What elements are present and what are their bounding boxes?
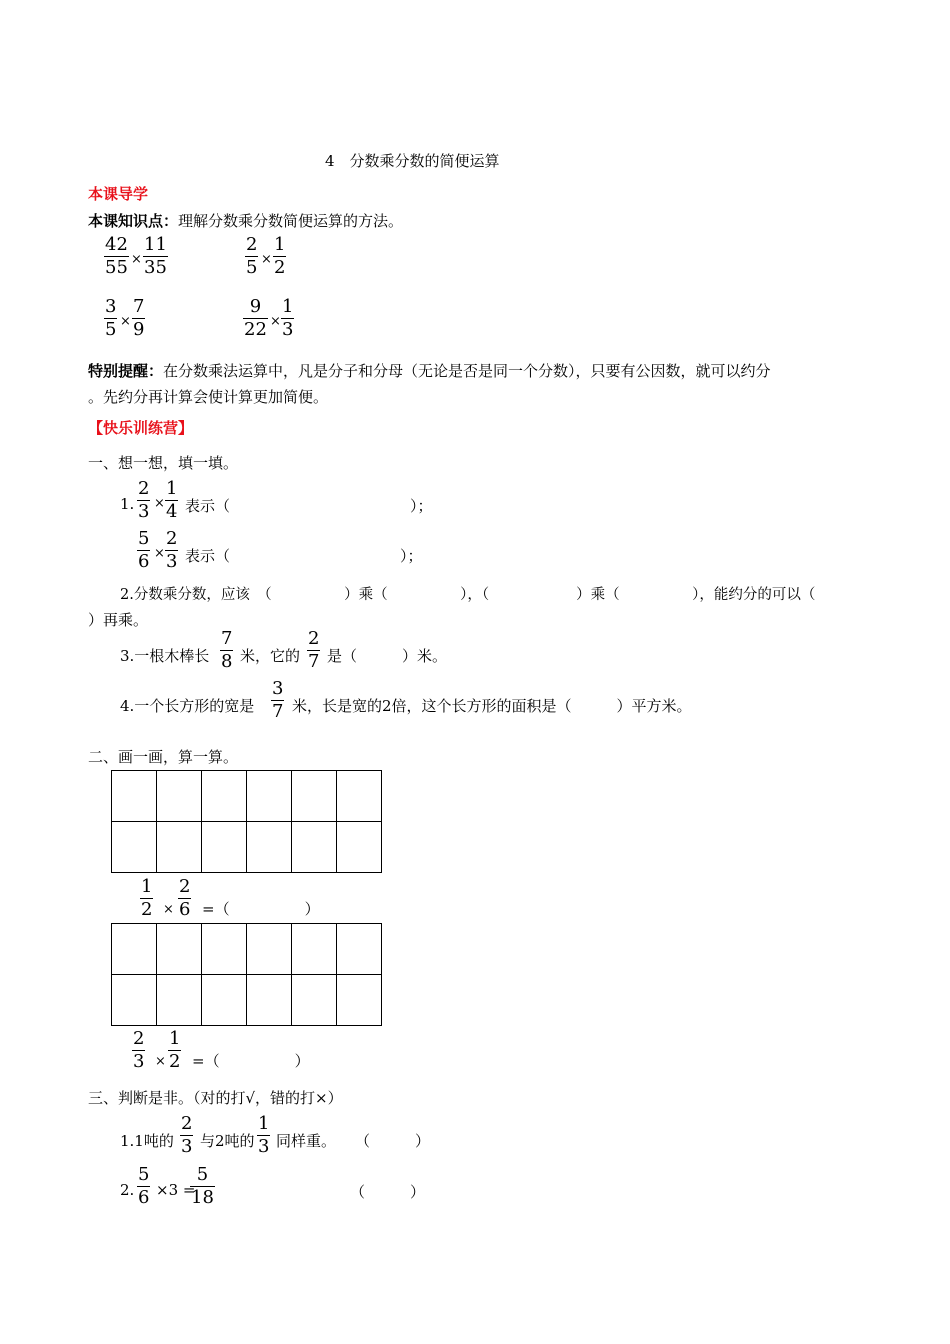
- question-text: 2.: [120, 1181, 135, 1199]
- multiply-sign: ×: [131, 252, 142, 267]
- multiply-sign: ×: [154, 496, 165, 511]
- fraction: 3 7: [272, 678, 284, 722]
- fraction: 2 3: [181, 1113, 193, 1157]
- fraction: 5 6: [138, 1164, 150, 1208]
- reminder-line-1: [88, 360, 771, 381]
- question-number: 1.: [120, 495, 135, 513]
- question-text: 与2吨的: [200, 1132, 255, 1150]
- reminder-label: 特别提醒：: [88, 362, 164, 380]
- guide-heading: 本课导学: [88, 185, 149, 203]
- question-text: 表示（: [185, 547, 231, 565]
- answer-close: ）；: [400, 547, 423, 565]
- fraction: 2 3: [138, 478, 150, 522]
- answer-blank: =（ ）: [192, 1052, 310, 1070]
- multiply-sign: ×: [163, 902, 174, 917]
- drawing-grid-1: [111, 770, 382, 873]
- question-text: 是（ ）米。: [327, 647, 448, 665]
- section2-heading: 二、画一画，算一算。: [88, 748, 239, 766]
- question-text: 1.1吨的: [120, 1132, 174, 1150]
- question-2-line-2: ）再乘。: [88, 611, 149, 629]
- question-text: 米，它的: [240, 647, 301, 665]
- multiply-sign: ×: [155, 1054, 166, 1069]
- fraction: 5 18: [191, 1164, 214, 1208]
- multiply-sign: ×: [270, 314, 281, 329]
- knowledge-text: 理解分数乘分数简便运算的方法。: [178, 212, 404, 230]
- question-text: 表示（: [185, 497, 231, 515]
- fraction: 2 3: [133, 1028, 145, 1072]
- knowledge-label: 本课知识点：: [88, 212, 179, 230]
- knowledge-point: [88, 210, 403, 231]
- fraction: 2 5: [246, 234, 258, 278]
- question-text: 3.一根木棒长: [120, 647, 210, 665]
- fraction: 1 3: [282, 296, 294, 340]
- fraction: 1 4: [166, 478, 178, 522]
- fraction: 5 6: [138, 528, 150, 572]
- question-text: 米，长是宽的2倍，这个长方形的面积是（ ）平方米。: [292, 697, 692, 715]
- section3-heading: 三、判断是非。（对的打√，错的打×）: [88, 1089, 343, 1107]
- question-text: 4.一个长方形的宽是: [120, 697, 255, 715]
- page-title: 4 分数乘分数的简便运算: [325, 152, 500, 170]
- fraction: 2 3: [166, 528, 178, 572]
- fraction: 7 9: [133, 296, 145, 340]
- question-text: 同样重。: [276, 1132, 337, 1150]
- fraction: 1 3: [258, 1113, 270, 1157]
- fraction: 42 55: [105, 234, 128, 278]
- multiply-sign: ×: [261, 252, 272, 267]
- fraction: 7 8: [221, 628, 233, 672]
- section1-heading: 一、想一想，填一填。: [88, 454, 239, 472]
- fraction: 3 5: [105, 296, 117, 340]
- answer-blank: =（ ）: [202, 900, 320, 918]
- fraction: 1 2: [141, 876, 153, 920]
- drawing-grid-2: [111, 923, 382, 1026]
- question-text: ×3 =: [156, 1181, 196, 1199]
- fraction: 2 7: [308, 628, 320, 672]
- answer-paren: （ ）: [350, 1183, 426, 1201]
- answer-close: ）；: [410, 497, 433, 515]
- multiply-sign: ×: [154, 546, 165, 561]
- reminder-line-2: 。先约分再计算会使计算更加简便。: [88, 388, 329, 406]
- fraction: 1 2: [274, 234, 286, 278]
- camp-heading: 【快乐训练营】: [88, 419, 194, 437]
- fraction: 11 35: [144, 234, 167, 278]
- fraction: 2 6: [179, 876, 191, 920]
- fraction: 9 22: [244, 296, 267, 340]
- reminder-text: 在分数乘法运算中，凡是分子和分母（无论是否是同一个分数），只要有公因数，就可以约分: [163, 362, 771, 380]
- fraction: 1 2: [169, 1028, 181, 1072]
- answer-paren: （ ）: [355, 1132, 431, 1150]
- question-2-line-1: 2.分数乘分数，应该 （ ）乘（ ），（ ）乘（ ），能约分的可以（: [120, 587, 816, 603]
- multiply-sign: ×: [120, 314, 131, 329]
